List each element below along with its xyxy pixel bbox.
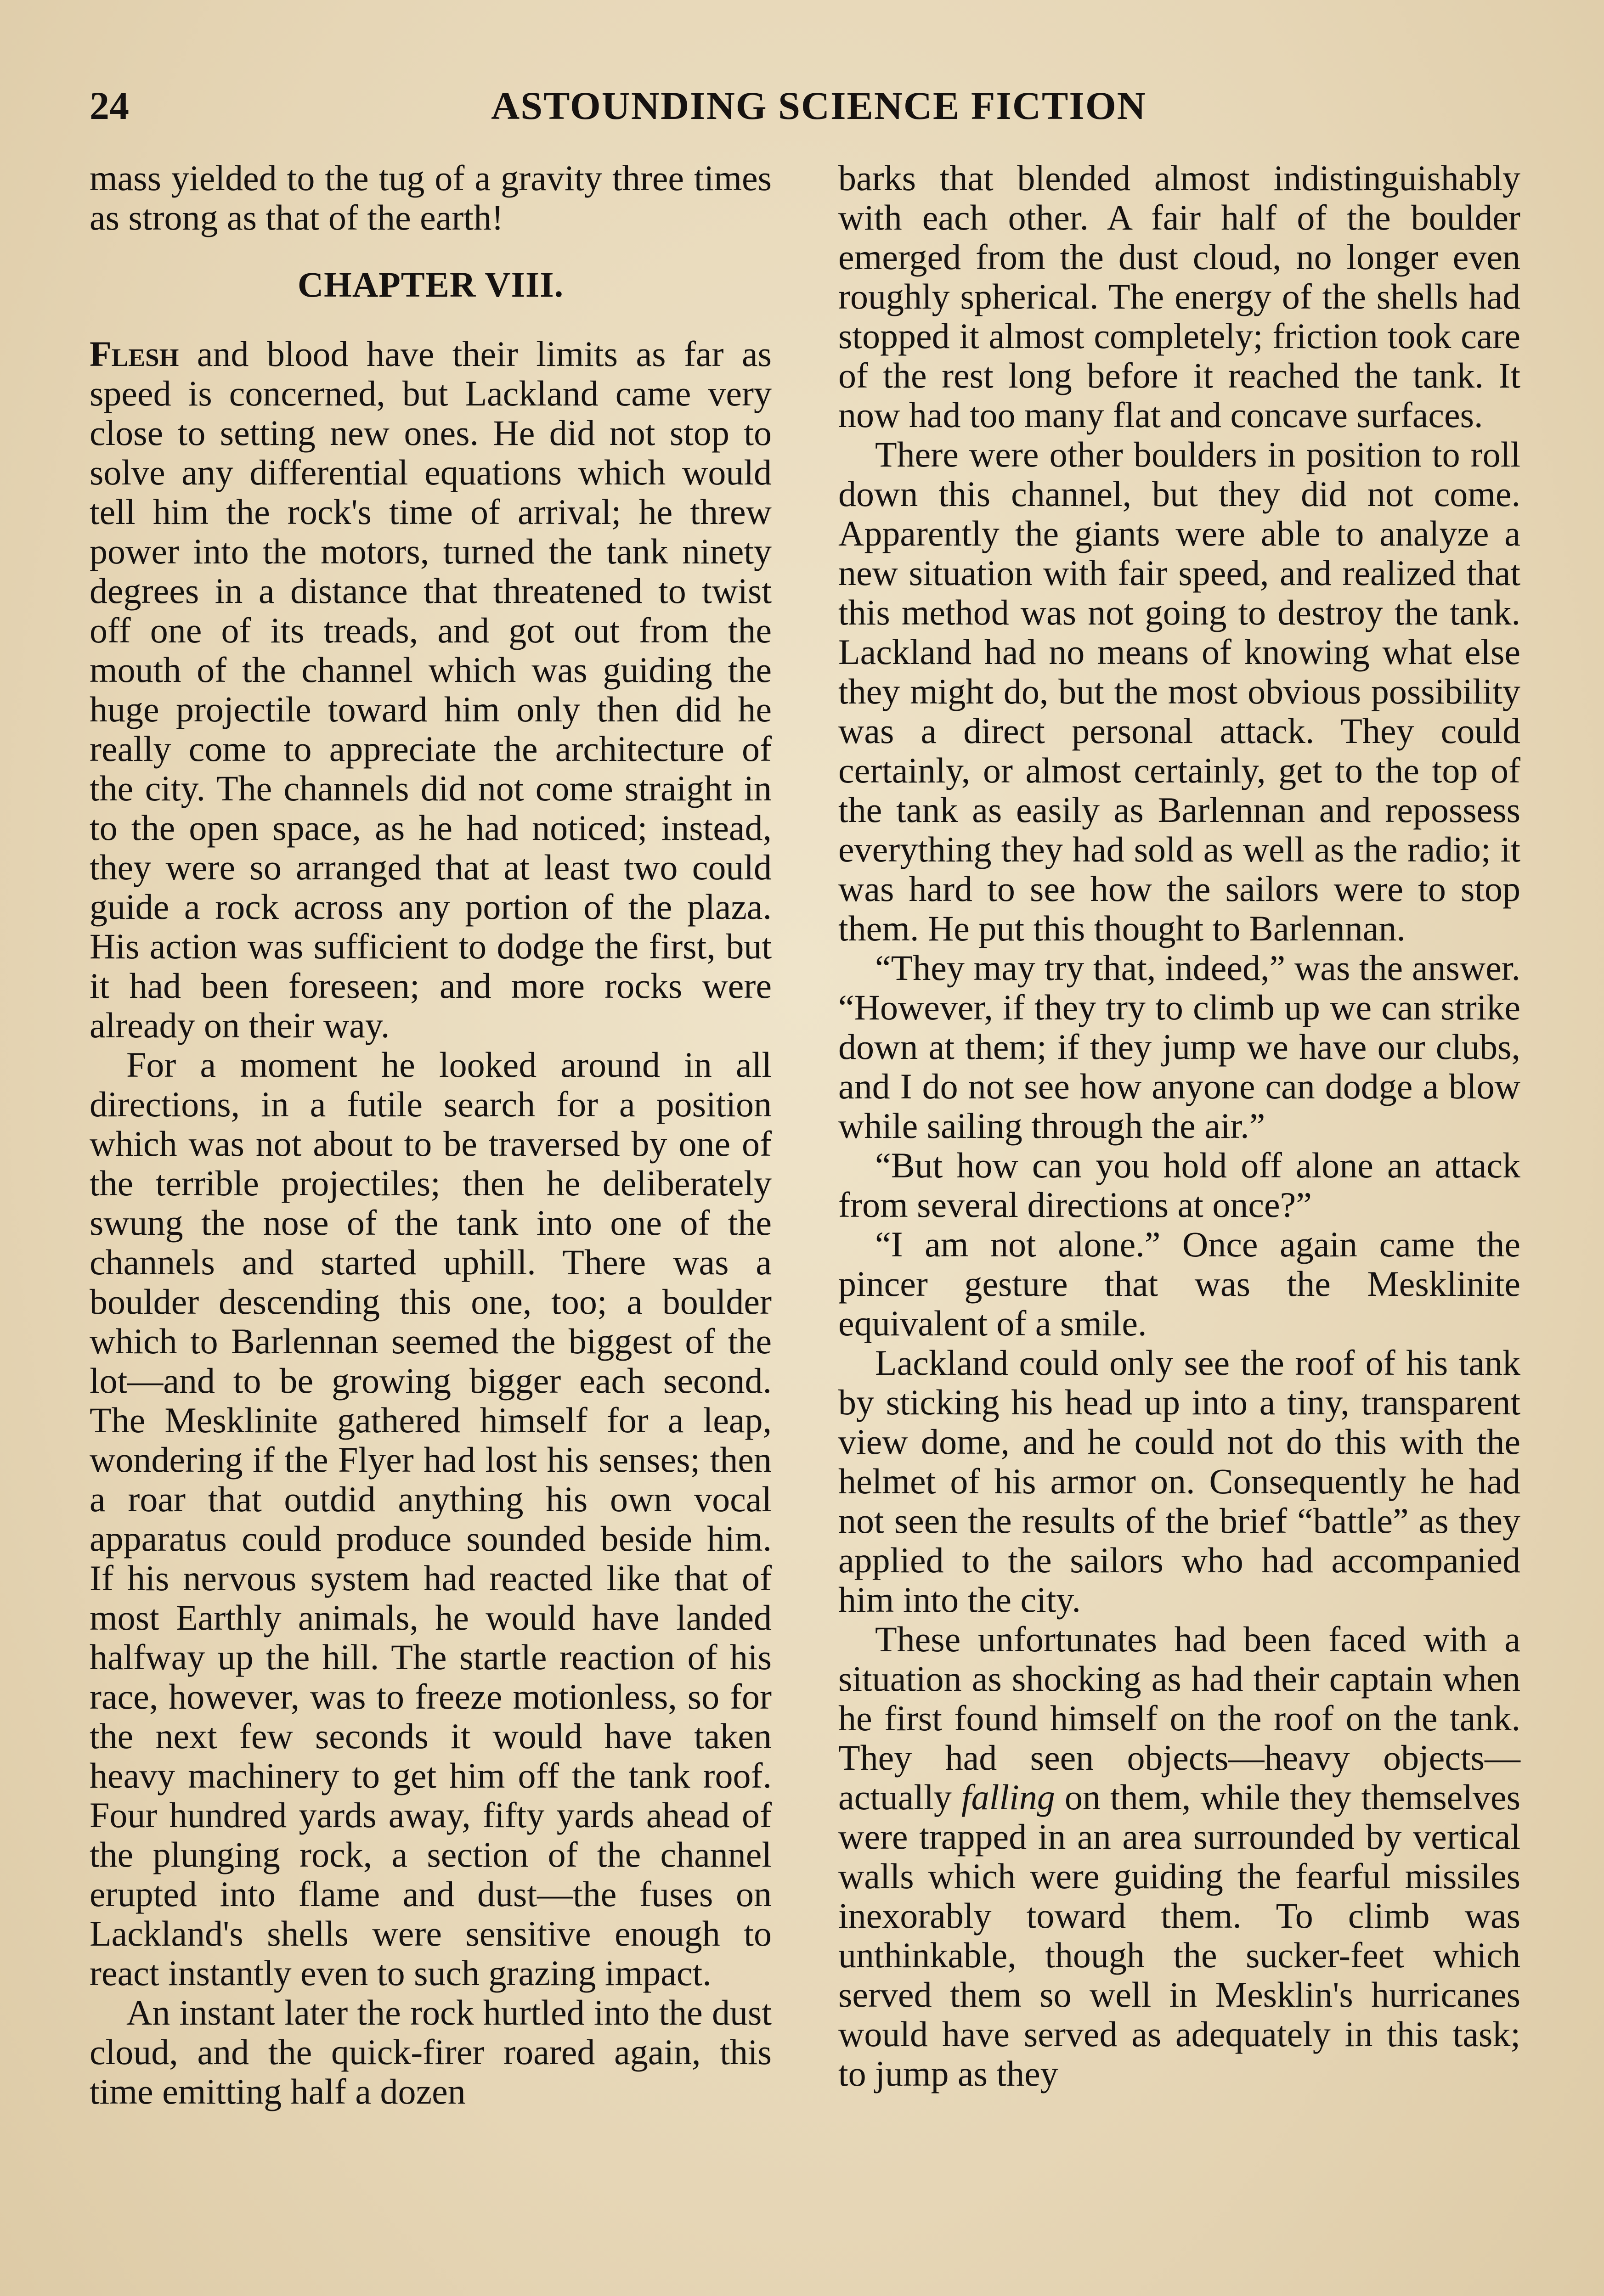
paragraph: “I am not alone.” Once again came the pincer gesture that was the Mesklinite equivalent of a smile.	[838, 1224, 1520, 1343]
paragraph	[838, 1620, 1520, 2093]
page-header	[90, 78, 1520, 138]
paragraph: mass yielded to the tug of a gravity three times as strong as that of the earth!	[90, 158, 772, 237]
lead-word: Flesh	[90, 334, 179, 374]
chapter-heading: CHAPTER VIII.	[297, 264, 564, 304]
paragraph: “They may try that, indeed,” was the answer. “However, if they try to climb up we can strike down at them; if they jump we have our clubs, and I do not see how anyone can dodge a blow while sailing through the air.”	[838, 948, 1520, 1146]
left-column	[90, 158, 772, 2111]
paragraph: “But how can you hold off alone an attack from several directions at once?”	[838, 1145, 1520, 1225]
italic-word: falling	[961, 1777, 1055, 1817]
paragraph-text: on them, while they themselves were trapped in an area surrounded by vertical walls which were guiding the fearful missiles inexorably toward them. To climb was unthinkable, though the sucker-feet which served them so well in Mesklin's hurricanes would have served as adequately in this task; to jump as they	[838, 1777, 1520, 2093]
paragraph: Lackland could only see the roof of his tank by sticking his head up into a tiny, transparent view dome, and he could not do this with the helmet of his armor on. Consequently he had not seen the results of the brief “battle” as they applied to the sailors who had accompanied him into the city.	[838, 1343, 1520, 1620]
magazine-page	[90, 78, 1520, 2296]
paragraph-text: and blood have their limits as far as speed is concerned, but Lackland came very close to setting new ones. He did not stop to solve any differential equations which would tell him the rock's time of arrival; he threw power into the motors, turned the tank ninety degrees in a distance that threatened to twist off one of its treads, and got out from the mouth of the channel which was guiding the huge projectile toward him only then did he really come to appreciate the architecture of the city. The channels did not come straight in to the open space, as he had noticed; instead, they were so arranged that at least two could guide a rock across any portion of the plaza. His action was sufficient to dodge the first, but it had been foreseen; and more rocks were already on their way.	[90, 334, 772, 1045]
page-number: 24	[90, 84, 129, 128]
right-column	[838, 158, 1520, 2111]
paragraph	[90, 334, 772, 1045]
paragraph: For a moment he looked around in all directions, in a futile search for a position which was not about to be traversed by one of the terrible projectiles; then he deliberately swung the nose of the tank into one of the channels and started uphill. There was a boulder descending this one, too; a boulder which to Barlennan seemed the biggest of the lot—and to be growing bigger each second. The Mesklinite gathered himself for a leap, wondering if the Flyer had lost his senses; then a roar that outdid anything his own vocal apparatus could produce sounded beside him. If his nervous system had reacted like that of most Earthly animals, he would have landed halfway up the hill. The startle reaction of his race, however, was to freeze motionless, so for the next few seconds it would have taken heavy machinery to get him off the tank roof. Four hundred yards away, fifty yards ahead of the plunging rock, a section of the channel erupted into flame and dust—the fuses on Lackland's shells were sensitive enough to react instantly even to such grazing impact.	[90, 1045, 772, 1993]
paragraph: An instant later the rock hurtled into the dust cloud, and the quick-firer roared again, this time emitting half a dozen	[90, 1992, 772, 2111]
paragraph: barks that blended almost indistinguishably with each other. A fair half of the boulder emerged from the dust cloud, no longer even roughly spherical. The energy of the shells had stopped it almost completely; friction took care of the rest long before it reached the tank. It now had too many flat and concave surfaces.	[838, 158, 1520, 435]
paragraph-text: These unfortunates had been faced with a situation as shocking as had their captain when he first found himself on the roof on the tank. They had seen objects—heavy objects—actually	[838, 1619, 1520, 1817]
paragraph: There were other boulders in position to roll down this channel, but they did not come. Apparently the giants were able to analyze a new situation with fair speed, and realized that this method was not going to destroy the tank. Lackland had no means of knowing what else they might do, but the most obvious possibility was a direct personal attack. They could certainly, or almost certainly, get to the top of the tank as easily as Barlennan and repossess everything they had sold as well as the radio; it was hard to see how the sailors were to stop them. He put this thought to Barlennan.	[838, 434, 1520, 948]
running-title: ASTOUNDING SCIENCE FICTION	[491, 84, 1147, 128]
text-columns	[90, 158, 1520, 2111]
